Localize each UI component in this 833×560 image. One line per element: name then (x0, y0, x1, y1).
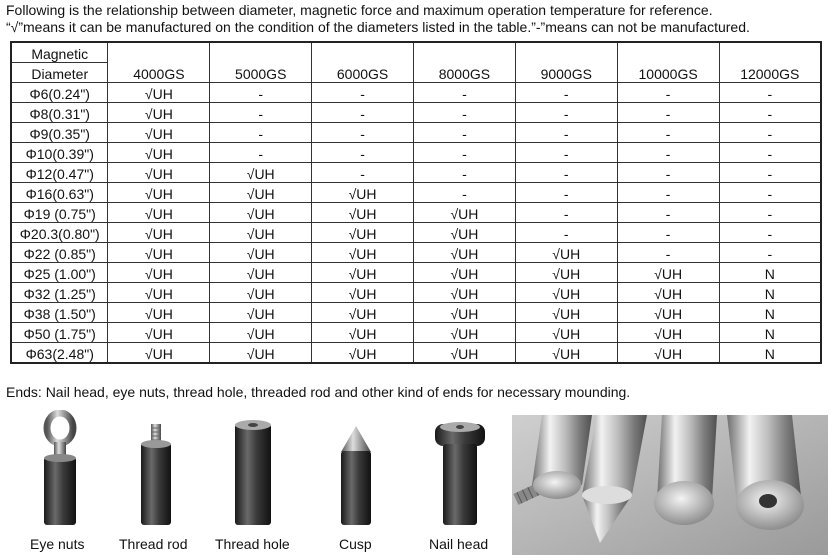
value-cell: √UH (108, 163, 210, 183)
column-header: 5000GS (210, 42, 312, 83)
table-row (11, 223, 821, 243)
value-cell: √UH (210, 243, 312, 263)
value-cell: - (312, 83, 414, 103)
value-cell: - (515, 183, 617, 203)
value-cell: - (617, 183, 719, 203)
table-row (11, 183, 821, 203)
value-cell: - (617, 103, 719, 123)
part-label: Nail head (429, 536, 489, 552)
value-cell: √UH (210, 223, 312, 243)
value-cell: - (413, 103, 515, 123)
value-cell: - (719, 183, 821, 203)
diameter-cell: Φ8(0.31") (11, 103, 108, 123)
value-cell: √UH (210, 303, 312, 323)
value-cell: - (719, 243, 821, 263)
value-cell: √UH (210, 263, 312, 283)
value-cell: N (719, 303, 821, 323)
value-cell: √UH (312, 183, 414, 203)
diameter-cell: Φ12(0.47") (11, 163, 108, 183)
diameter-cell: Φ38 (1.50") (11, 303, 108, 323)
value-cell: - (719, 223, 821, 243)
value-cell: - (515, 103, 617, 123)
table-row (11, 283, 821, 303)
value-cell: - (210, 123, 312, 143)
value-cell: N (719, 283, 821, 303)
value-cell: - (515, 223, 617, 243)
nail-head-part (425, 410, 505, 560)
intro-text (6, 2, 831, 36)
eye-nut-image (22, 410, 102, 535)
value-cell: - (413, 83, 515, 103)
corner-diameter: Diameter (11, 63, 108, 83)
table-row (11, 83, 821, 103)
diameter-cell: Φ50 (1.75") (11, 323, 108, 343)
value-cell: √UH (210, 343, 312, 364)
ends-description: Ends: Nail head, eye nuts, thread hole, threaded rod and other kind of ends for necessary mounding. (6, 384, 631, 400)
table-row (11, 123, 821, 143)
value-cell: √UH (312, 223, 414, 243)
value-cell: - (617, 123, 719, 143)
diameter-cell: Φ6(0.24") (11, 83, 108, 103)
value-cell: √UH (108, 103, 210, 123)
value-cell: - (617, 143, 719, 163)
diameter-cell: Φ63(2.48") (11, 343, 108, 364)
value-cell: √UH (312, 263, 414, 283)
value-cell: - (617, 163, 719, 183)
value-cell: √UH (312, 303, 414, 323)
value-cell: - (312, 163, 414, 183)
value-cell: √UH (413, 283, 515, 303)
value-cell: √UH (515, 283, 617, 303)
value-cell: - (413, 123, 515, 143)
value-cell: √UH (108, 83, 210, 103)
value-cell: √UH (210, 283, 312, 303)
part-label: Eye nuts (30, 536, 85, 552)
value-cell: - (617, 203, 719, 223)
value-cell: √UH (108, 223, 210, 243)
table-row (11, 263, 821, 283)
thread-hole-part (215, 410, 295, 560)
table-row (11, 323, 821, 343)
table-row (11, 243, 821, 263)
value-cell: - (515, 143, 617, 163)
value-cell: √UH (413, 263, 515, 283)
value-cell: - (413, 143, 515, 163)
value-cell: √UH (312, 323, 414, 343)
diameter-cell: Φ22 (0.85") (11, 243, 108, 263)
value-cell: √UH (108, 183, 210, 203)
value-cell: √UH (210, 203, 312, 223)
thread-hole-image (215, 410, 295, 535)
part-label: Thread hole (215, 536, 290, 552)
thread-rod-part (120, 410, 195, 560)
column-header: 6000GS (312, 42, 414, 83)
value-cell: √UH (617, 303, 719, 323)
value-cell: - (617, 243, 719, 263)
column-header: 12000GS (719, 42, 821, 83)
value-cell: √UH (413, 323, 515, 343)
eye-nut-part (22, 410, 102, 560)
value-cell: √UH (617, 323, 719, 343)
value-cell: √UH (617, 283, 719, 303)
value-cell: - (719, 103, 821, 123)
value-cell: √UH (413, 243, 515, 263)
diameter-cell: Φ9(0.35") (11, 123, 108, 143)
value-cell: - (210, 143, 312, 163)
value-cell: - (515, 83, 617, 103)
intro-line-2: “√”means it can be manufactured on the condition of the diameters listed in the table.”-”means can not be manufactured. (6, 19, 750, 35)
value-cell: - (719, 163, 821, 183)
header-row-top (11, 42, 821, 63)
value-cell: - (210, 83, 312, 103)
part-label: Cusp (339, 536, 372, 552)
value-cell: √UH (108, 343, 210, 364)
value-cell: √UH (515, 243, 617, 263)
column-header: 8000GS (413, 42, 515, 83)
value-cell: - (312, 123, 414, 143)
diameter-cell: Φ19 (0.75") (11, 203, 108, 223)
value-cell: √UH (312, 203, 414, 223)
table-row (11, 163, 821, 183)
value-cell: - (719, 83, 821, 103)
corner-magnetic: Magnetic (11, 42, 108, 63)
value-cell: √UH (108, 203, 210, 223)
value-cell: √UH (515, 303, 617, 323)
value-cell: - (719, 203, 821, 223)
value-cell: √UH (312, 343, 414, 364)
value-cell: √UH (515, 323, 617, 343)
value-cell: - (617, 223, 719, 243)
diameter-cell: Φ25 (1.00") (11, 263, 108, 283)
table-row (11, 203, 821, 223)
diameter-cell: Φ16(0.63") (11, 183, 108, 203)
value-cell: √UH (413, 203, 515, 223)
value-cell: - (312, 143, 414, 163)
value-cell: √UH (312, 243, 414, 263)
value-cell: - (413, 163, 515, 183)
column-header: 9000GS (515, 42, 617, 83)
thread-rod-image (120, 410, 195, 535)
value-cell: √UH (108, 323, 210, 343)
part-label: Thread rod (119, 536, 188, 552)
value-cell: - (515, 123, 617, 143)
value-cell: √UH (108, 243, 210, 263)
end-types-illustration (0, 410, 510, 560)
value-cell: √UH (515, 263, 617, 283)
value-cell: - (413, 183, 515, 203)
value-cell: √UH (108, 123, 210, 143)
value-cell: - (719, 123, 821, 143)
column-header: 10000GS (617, 42, 719, 83)
value-cell: √UH (108, 263, 210, 283)
table-row (11, 103, 821, 123)
diameter-cell: Φ10(0.39") (11, 143, 108, 163)
diameter-cell: Φ32 (1.25") (11, 283, 108, 303)
cusp-part (325, 410, 395, 560)
value-cell: - (617, 83, 719, 103)
nail-head-image (425, 410, 505, 535)
value-cell: √UH (108, 303, 210, 323)
table-row (11, 303, 821, 323)
column-header: 4000GS (108, 42, 210, 83)
cusp-image (325, 410, 395, 535)
value-cell: - (515, 203, 617, 223)
magnet-rods-photo-image (512, 415, 828, 555)
value-cell: N (719, 343, 821, 364)
value-cell: N (719, 323, 821, 343)
value-cell: √UH (210, 163, 312, 183)
value-cell: √UH (210, 183, 312, 203)
magnet-rods-photo (512, 415, 828, 555)
value-cell: - (312, 103, 414, 123)
value-cell: √UH (617, 263, 719, 283)
spec-table (10, 41, 822, 364)
diameter-cell: Φ20.3(0.80") (11, 223, 108, 243)
value-cell: - (210, 103, 312, 123)
value-cell: √UH (617, 343, 719, 364)
value-cell: - (515, 163, 617, 183)
value-cell: √UH (210, 323, 312, 343)
intro-line-1: Following is the relationship between diameter, magnetic force and maximum operation temperature for reference. (6, 2, 713, 18)
table-row (11, 343, 821, 364)
value-cell: √UH (413, 303, 515, 323)
value-cell: √UH (108, 143, 210, 163)
value-cell: √UH (413, 343, 515, 364)
value-cell: N (719, 263, 821, 283)
table-row (11, 143, 821, 163)
value-cell: √UH (108, 283, 210, 303)
value-cell: √UH (413, 223, 515, 243)
value-cell: √UH (515, 343, 617, 364)
value-cell: √UH (312, 283, 414, 303)
value-cell: - (719, 143, 821, 163)
